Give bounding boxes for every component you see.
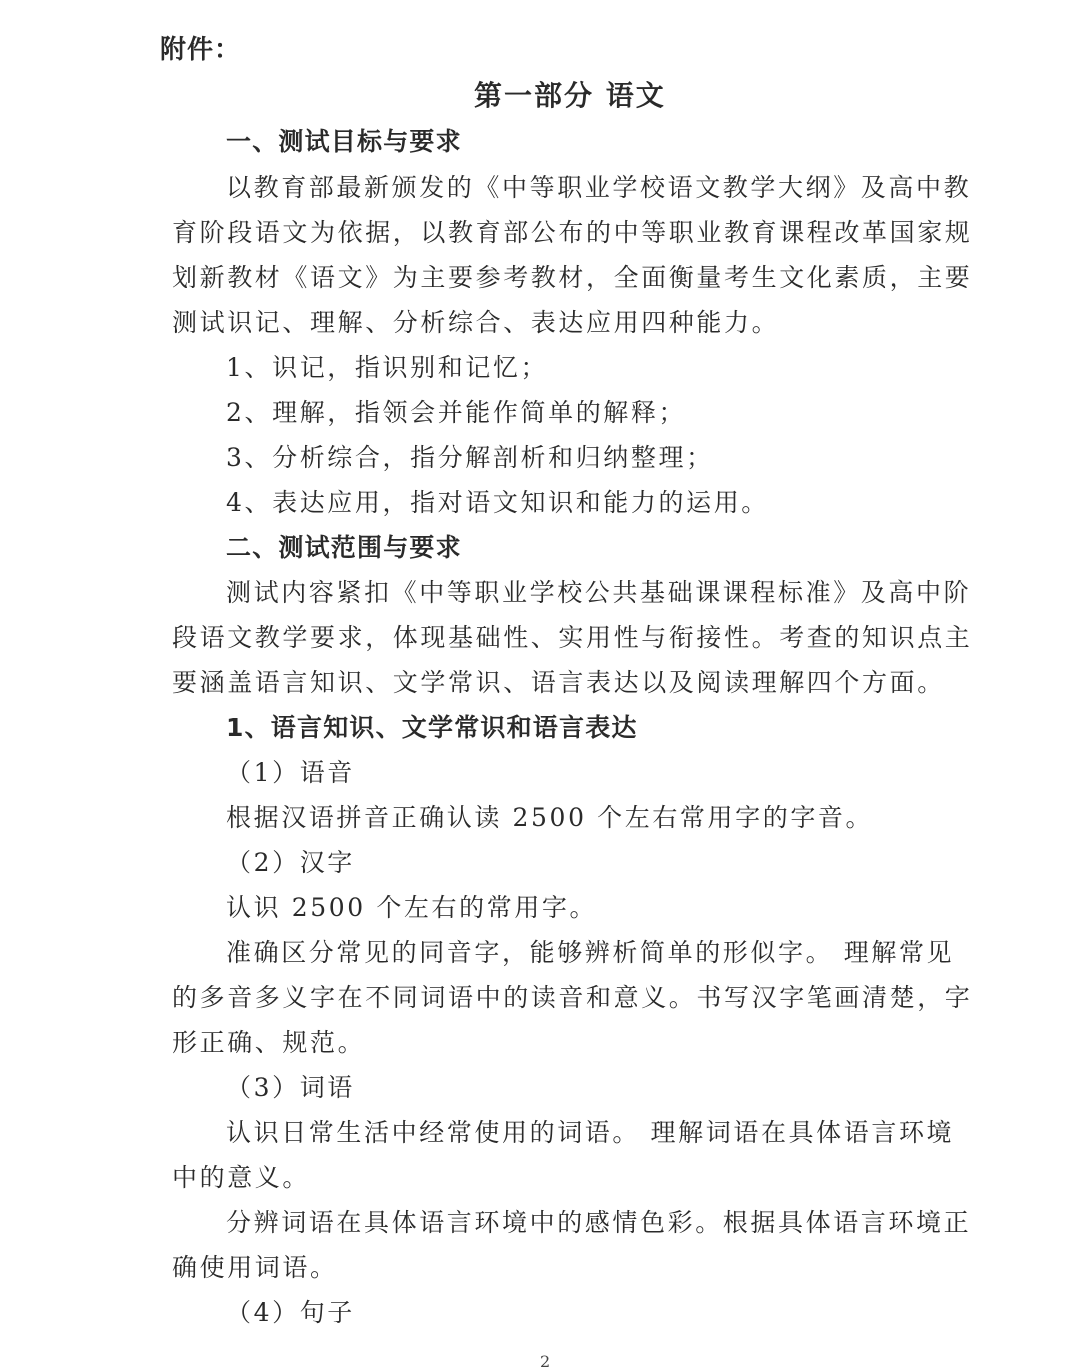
paragraph-line: 分辨词语在具体语言环境中的感情色彩。根据具体语言环境正 [226,1208,972,1237]
paragraph-line: 根据汉语拼音正确认读 2500 个左右常用字的字音。 [226,803,874,832]
paragraph-line: 准确区分常见的同音字，能够辨析简单的形似字。 理解常见 [226,938,955,967]
paragraph-line: 段语文教学要求，体现基础性、实用性与衔接性。考查的知识点主 [172,623,973,652]
section-heading-1: 一、测试目标与要求 [226,127,462,156]
page-number: 2 [540,1352,551,1371]
section-heading-2: 二、测试范围与要求 [226,533,462,562]
paragraph-line: 的多音多义字在不同词语中的读音和意义。书写汉字笔画清楚，字 [172,983,973,1012]
item-heading: （4）句子 [226,1298,355,1327]
list-item: 1、识记，指识别和记忆； [226,353,549,382]
paragraph-line: 中的意义。 [172,1163,311,1192]
paragraph-line: 以教育部最新颁发的《中等职业学校语文教学大纲》及高中教 [226,173,972,202]
paragraph-line: 形正确、规范。 [172,1028,366,1057]
paragraph-line: 划新教材《语文》为主要参考教材，全面衡量考生文化素质，主要 [172,263,973,292]
list-item: 2、理解，指领会并能作简单的解释； [226,398,687,427]
item-heading: （2）汉字 [226,848,355,877]
paragraph-line: 测试识记、理解、分析综合、表达应用四种能力。 [172,308,780,337]
list-item: 3、分析综合，指分解剖析和归纳整理； [226,443,714,472]
paragraph-line: 确使用词语。 [172,1253,338,1282]
paragraph-line: 要涵盖语言知识、文学常识、语言表达以及阅读理解四个方面。 [172,668,945,697]
subsection-heading: 1、语言知识、文学常识和语言表达 [226,713,638,742]
item-heading: （3）词语 [226,1073,355,1102]
item-heading: （1）语音 [226,758,355,787]
paragraph-line: 认识 2500 个左右的常用字。 [226,893,598,922]
paragraph-line: 测试内容紧扣《中等职业学校公共基础课课程标准》及高中阶 [226,578,972,607]
list-item: 4、表达应用，指对语文知识和能力的运用。 [226,488,769,517]
paragraph-line: 认识日常生活中经常使用的词语。 理解词语在具体语言环境 [226,1118,955,1147]
attachment-label: 附件： [160,35,242,65]
document-title: 第一部分 语文 [474,79,666,112]
paragraph-line: 育阶段语文为依据，以教育部公布的中等职业教育课程改革国家规 [172,218,973,247]
